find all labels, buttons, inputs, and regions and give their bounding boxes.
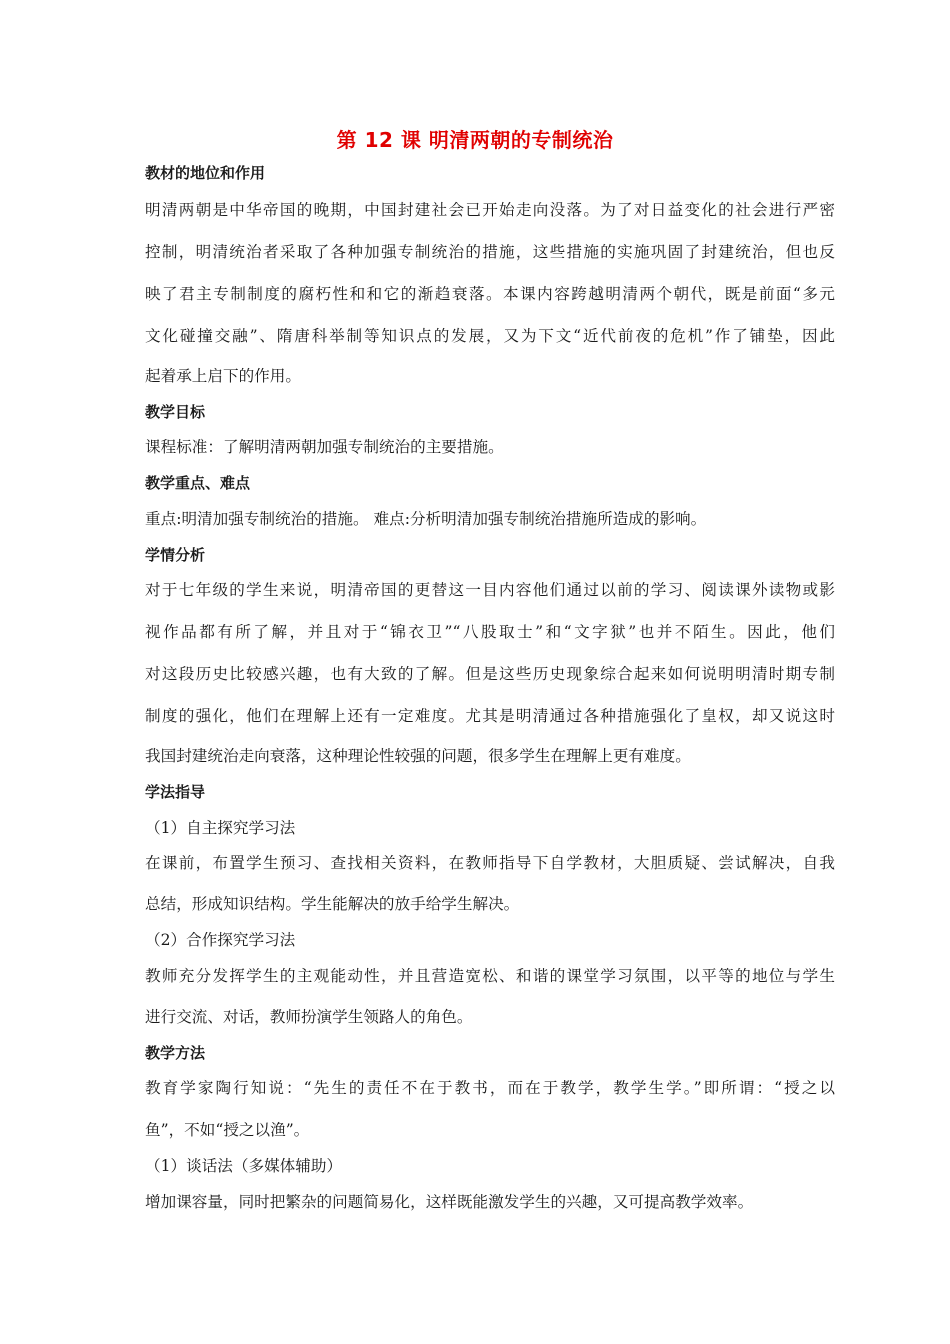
paragraph-line: 视作品都有所了解，并且对于“锦衣卫”“八股取士”和“文字狱”也并不陌生。因此，他们 [145, 623, 835, 641]
paragraph-line: 控制，明清统治者采取了各种加强专制统治的措施，这些措施的实施巩固了封建统治，但也反 [145, 243, 835, 261]
paragraph-line: 教师充分发挥学生的主观能动性，并且营造宽松、和谐的课堂学习氛围，以平等的地位与学生 [145, 967, 835, 985]
section-heading: 学法指导 [145, 783, 206, 801]
section-heading: 教学目标 [145, 403, 206, 421]
paragraph-line: 起着承上启下的作用。 [145, 367, 301, 385]
document-title: 第 12 课 明清两朝的专制统治 [336, 128, 614, 152]
paragraph-line: 增加课容量，同时把繁杂的问题简易化，这样既能激发学生的兴趣，又可提高教学效率。 [145, 1193, 754, 1211]
paragraph-line: 对这段历史比较感兴趣，也有大致的了解。但是这些历史现象综合起来如何说明明清时期专制 [145, 665, 835, 683]
paragraph-line: 课程标准：了解明清两朝加强专制统治的主要措施。 [145, 438, 504, 456]
paragraph-line: 进行交流、对话，教师扮演学生领路人的角色。 [145, 1008, 473, 1026]
paragraph-line: 文化碰撞交融”、隋唐科举制等知识点的发展，又为下文“近代前夜的危机”作了铺垫，因此 [145, 327, 835, 345]
paragraph-line: 重点:明清加强专制统治的措施。 难点:分析明清加强专制统治措施所造成的影响。 [145, 510, 707, 528]
paragraph-line: 我国封建统治走向衰落，这种理论性较强的问题，很多学生在理解上更有难度。 [145, 747, 691, 765]
paragraph-line: 总结，形成知识结构。学生能解决的放手给学生解决。 [145, 895, 520, 913]
paragraph-line: （1）自主探究学习法 [145, 819, 296, 837]
paragraph-line: 教育学家陶行知说：“先生的责任不在于教书，而在于教学，教学生学。”即所谓：“授之以 [145, 1079, 835, 1097]
paragraph-line: 映了君主专制制度的腐朽性和和它的渐趋衰落。本课内容跨越明清两个朝代，既是前面“多元 [145, 285, 835, 303]
paragraph-line: 对于七年级的学生来说，明清帝国的更替这一目内容他们通过以前的学习、阅读课外读物或影 [145, 581, 835, 599]
paragraph-line: 明清两朝是中华帝国的晚期，中国封建社会已开始走向没落。为了对日益变化的社会进行严密 [145, 201, 835, 219]
section-heading: 教学方法 [145, 1044, 206, 1062]
paragraph-line: （1）谈话法（多媒体辅助） [145, 1157, 343, 1175]
paragraph-line: 制度的强化，他们在理解上还有一定难度。尤其是明清通过各种措施强化了皇权，却又说这时 [145, 707, 835, 725]
paragraph-line: （2）合作探究学习法 [145, 931, 296, 949]
paragraph-line: 鱼”，不如“授之以渔”。 [145, 1121, 310, 1139]
section-heading: 学情分析 [145, 546, 206, 564]
section-heading: 教学重点、难点 [145, 474, 251, 492]
paragraph-line: 在课前，布置学生预习、查找相关资料，在教师指导下自学教材，大胆质疑、尝试解决，自我 [145, 854, 835, 872]
section-heading: 教材的地位和作用 [145, 164, 266, 182]
